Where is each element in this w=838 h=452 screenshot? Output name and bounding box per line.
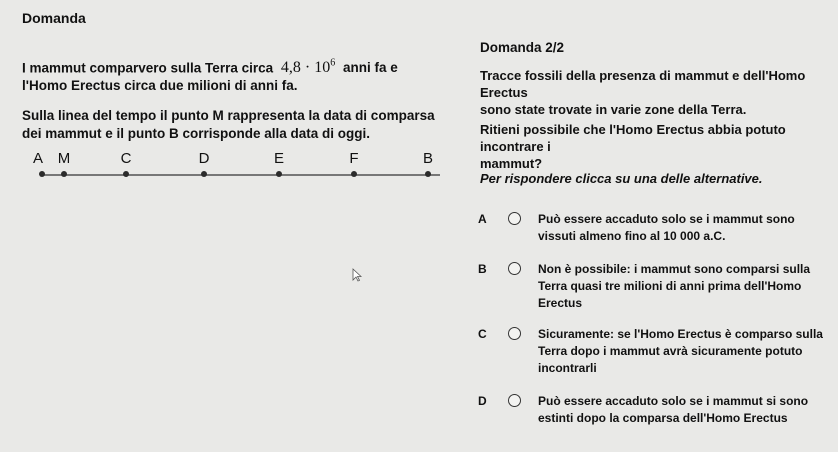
- option-text: Non è possibile: i mammut sono comparsi sulla Terra quasi tre milioni di anni prima dell'Homo Erectus: [538, 262, 811, 310]
- timeline-label-m: M: [57, 150, 71, 167]
- timeline-point-c: [123, 171, 129, 177]
- timeline-point-a: [39, 171, 45, 177]
- instruction-text: Per rispondere clicca su una delle alternative.: [480, 171, 763, 186]
- radio-button-d[interactable]: [508, 394, 521, 407]
- option-d[interactable]: [458, 394, 838, 434]
- option-c[interactable]: [458, 327, 838, 383]
- option-letter: D: [478, 394, 487, 408]
- timeline-description: Sulla linea del tempo il punto M rappresenta la data di comparsa dei mammut e il punto B corrisponde alla data di oggi.: [22, 108, 435, 141]
- radio-button-b[interactable]: [508, 262, 521, 275]
- timeline-label-e: E: [273, 150, 285, 167]
- timeline-point-e: [276, 171, 282, 177]
- option-text: Può essere accaduto solo se i mammut si sono estinti dopo la comparsa dell'Homo Erectus: [538, 394, 809, 425]
- option-text: Può essere accaduto solo se i mammut sono vissuti almeno fino al 10 000 a.C.: [538, 212, 795, 243]
- intro-number: $4,8 \cdot 10^6$: [280, 58, 336, 77]
- timeline-label-f: F: [349, 150, 359, 167]
- timeline-point-b: [425, 171, 431, 177]
- option-letter: A: [478, 212, 487, 226]
- timeline: [34, 150, 444, 186]
- panel-header: Domanda: [22, 10, 86, 26]
- option-a[interactable]: [458, 212, 838, 252]
- timeline-axis: [42, 174, 440, 176]
- timeline-label-b: B: [422, 150, 434, 167]
- intro-line-2: l'Homo Erectus circa due milioni di anni fa.: [22, 78, 298, 94]
- timeline-label-c: C: [120, 150, 132, 167]
- option-text: Sicuramente: se l'Homo Erectus è comparso sulla Terra dopo i mammut avrà sicuramente potuto incontrarli: [538, 327, 823, 375]
- question-panel: [458, 0, 838, 452]
- timeline-label-d: D: [198, 150, 210, 167]
- mouse-pointer-icon: [352, 268, 362, 282]
- intro-line-1: I mammut comparvero sulla Terra circa $4,8 \cdot 10^6$ anni fa e: [22, 58, 398, 77]
- option-letter: B: [478, 262, 487, 276]
- question-title: Domanda 2/2: [480, 40, 565, 55]
- timeline-label-a: A: [32, 150, 44, 167]
- option-letter: C: [478, 327, 487, 341]
- intro-paragraph: [22, 55, 452, 95]
- timeline-point-m: [61, 171, 67, 177]
- option-b[interactable]: [458, 262, 838, 318]
- radio-button-c[interactable]: [508, 327, 521, 340]
- question-text: Ritieni possibile che l'Homo Erectus abbia potuto incontrare i mammut?: [480, 122, 786, 171]
- radio-button-a[interactable]: [508, 212, 521, 225]
- timeline-point-f: [351, 171, 357, 177]
- question-context: Tracce fossili della presenza di mammut e dell'Homo Erectus sono state trovate in varie zone della Terra.: [480, 68, 806, 117]
- timeline-point-d: [201, 171, 207, 177]
